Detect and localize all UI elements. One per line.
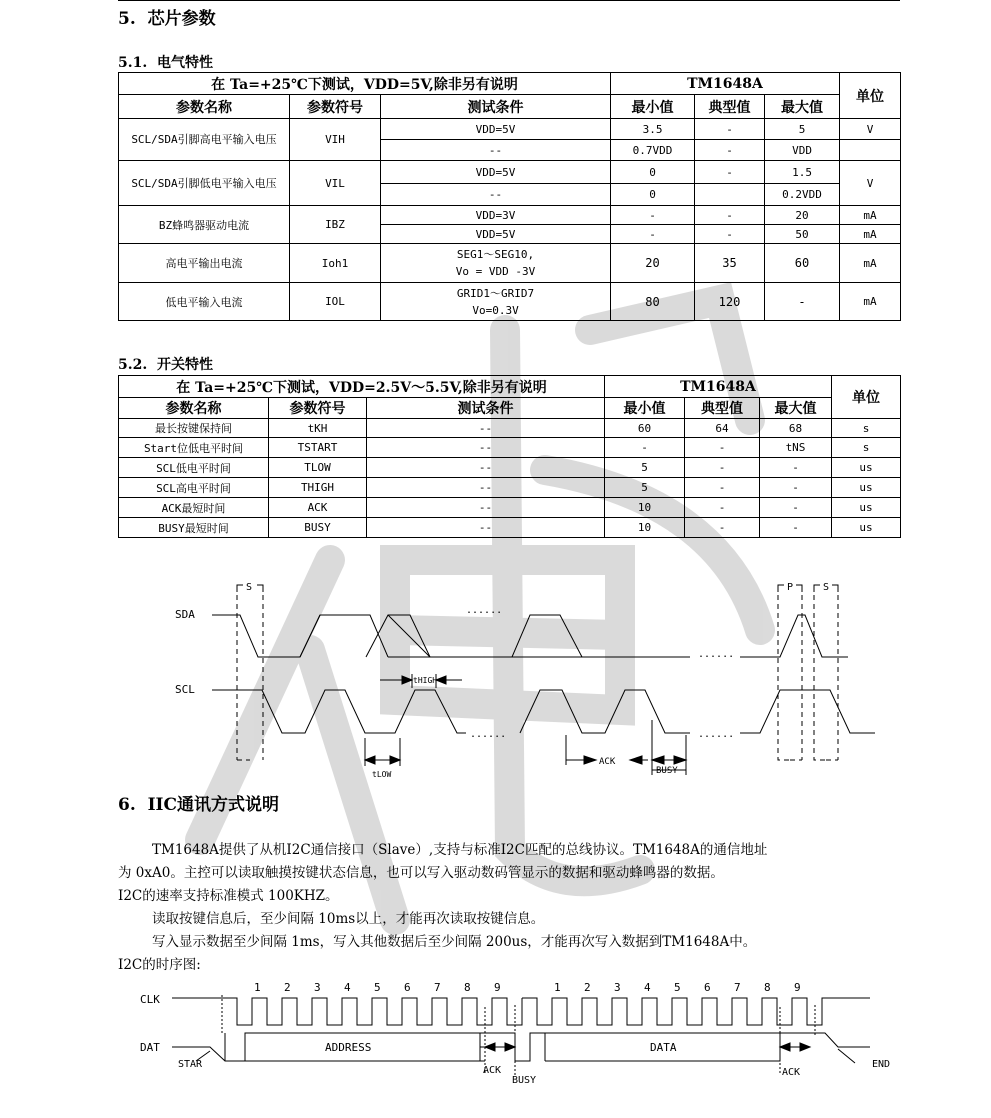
bit-label: 8 — [764, 981, 771, 994]
bit-label: 9 — [494, 981, 501, 994]
stop-start-brackets — [778, 585, 838, 760]
typ-cell: - — [685, 438, 760, 458]
cond-cell: VDD=5V — [381, 225, 611, 244]
scl-dots-2: ...... — [698, 729, 735, 740]
min-cell: - — [611, 225, 695, 244]
paragraph-line: I2C的速率支持标准模式 100KHZ。 — [118, 888, 339, 904]
max-cell: - — [760, 458, 832, 478]
typ-cell: - — [685, 458, 760, 478]
switching-characteristics-table — [118, 375, 901, 538]
unit-cell: mA — [840, 244, 901, 283]
cond-cell: -- — [367, 498, 605, 518]
typ-cell: - — [685, 478, 760, 498]
bit-label: 2 — [584, 981, 591, 994]
unit-cell — [840, 140, 901, 161]
min-cell: - — [611, 206, 695, 225]
param-cell: Start位低电平时间 — [119, 438, 269, 458]
table-row — [119, 458, 901, 478]
header-condition: 测试条件 — [381, 95, 611, 119]
table-condition: 在 Ta=+25℃下测试，VDD=2.5V～5.5V,除非另有说明 — [119, 376, 605, 398]
typ-cell: 120 — [695, 283, 765, 321]
symbol-cell: VIL — [290, 161, 381, 206]
cond-cell: -- — [367, 518, 605, 538]
max-cell: 0.2VDD — [765, 184, 840, 206]
unit-cell: us — [832, 518, 901, 538]
header-min: 最小值 — [605, 398, 685, 419]
ack-label-2: ACK — [782, 1067, 801, 1078]
symbol-cell: tKH — [269, 419, 367, 438]
min-cell: - — [605, 438, 685, 458]
min-cell: 20 — [611, 244, 695, 283]
header-param: 参数名称 — [119, 398, 269, 419]
clk-label: CLK — [140, 993, 160, 1006]
bit-label: 1 — [254, 981, 261, 994]
min-cell: 0.7VDD — [611, 140, 695, 161]
max-cell: 20 — [765, 206, 840, 225]
clk-waveform — [172, 998, 870, 1025]
table-condition: 在 Ta=+25℃下测试，VDD=5V,除非另有说明 — [119, 73, 611, 95]
address-label: ADDRESS — [325, 1041, 372, 1054]
tlow-label: tLOW — [372, 770, 392, 779]
unit-cell: mA — [840, 225, 901, 244]
unit-cell: s — [832, 419, 901, 438]
cond-line: Vo = VDD -3V — [455, 265, 536, 278]
cond-cell: VDD=3V — [381, 206, 611, 225]
bit-label: 7 — [734, 981, 741, 994]
bit-label: 5 — [374, 981, 381, 994]
table-row — [119, 419, 901, 438]
typ-cell: - — [685, 518, 760, 538]
sda-waveform — [212, 615, 848, 657]
table-row — [119, 438, 901, 458]
cond-cell: VDD=5V — [381, 119, 611, 140]
i2c-timing-diagram — [0, 975, 991, 1115]
param-cell: SCL低电平时间 — [119, 458, 269, 478]
dat-label: DAT — [140, 1041, 160, 1054]
symbol-cell: TSTART — [269, 438, 367, 458]
sda-scl-timing-diagram — [0, 570, 991, 785]
start-label: S — [246, 582, 253, 593]
min-cell: 0 — [611, 161, 695, 184]
header-condition: 测试条件 — [367, 398, 605, 419]
stop-label: P — [787, 582, 794, 593]
table-row — [119, 206, 901, 225]
unit-cell: us — [832, 478, 901, 498]
bit-label: 3 — [614, 981, 621, 994]
paragraph-line: 读取按键信息后，至少间隔 10ms以上，才能再次读取按键信息。 — [152, 911, 545, 927]
cond-cell: -- — [381, 140, 611, 161]
max-cell: VDD — [765, 140, 840, 161]
param-cell: BZ蜂鸣器驱动电流 — [119, 206, 290, 244]
unit-cell: mA — [840, 283, 901, 321]
min-cell: 5 — [605, 478, 685, 498]
table-row — [119, 283, 901, 321]
unit-cell: s — [832, 438, 901, 458]
cond-cell: -- — [367, 438, 605, 458]
bit-label: 2 — [284, 981, 291, 994]
typ-cell: - — [695, 119, 765, 140]
sda-label: SDA — [175, 608, 195, 621]
symbol-cell: IBZ — [290, 206, 381, 244]
typ-cell: 64 — [685, 419, 760, 438]
busy-label: BUSY — [656, 766, 678, 776]
table-row — [119, 119, 901, 140]
svg-text:天微电子: 天微电子 — [360, 1020, 364, 1021]
max-cell: - — [760, 478, 832, 498]
bit-label: 9 — [794, 981, 801, 994]
top-rule — [118, 0, 900, 1]
param-cell: BUSY最短时间 — [119, 518, 269, 538]
cond-line: SEG1～SEG10, — [456, 248, 535, 261]
sda-dots: ...... — [466, 605, 503, 616]
bit-label: 4 — [644, 981, 651, 994]
cond-cell — [381, 244, 611, 283]
min-cell: 5 — [605, 458, 685, 478]
param-cell: 最长按键保持间 — [119, 419, 269, 438]
paragraph-line: TM1648A提供了从机I2C通信接口（Slave）,支持与标准I2C匹配的总线协议。TM1648A的通信地址 — [152, 842, 768, 858]
header-typ: 典型值 — [695, 95, 765, 119]
param-cell: 低电平输入电流 — [119, 283, 290, 321]
symbol-cell: Ioh1 — [290, 244, 381, 283]
table-row — [119, 478, 901, 498]
header-symbol: 参数符号 — [269, 398, 367, 419]
header-param: 参数名称 — [119, 95, 290, 119]
unit-cell: mA — [840, 206, 901, 225]
min-cell: 0 — [611, 184, 695, 206]
symbol-cell: BUSY — [269, 518, 367, 538]
typ-cell: - — [685, 498, 760, 518]
symbol-cell: TLOW — [269, 458, 367, 478]
min-cell: 10 — [605, 518, 685, 538]
section-5-heading: 5. 芯片参数 — [118, 9, 216, 29]
param-cell: SCL/SDA引脚低电平输入电压 — [119, 161, 290, 206]
paragraph-line: 写入显示数据至少间隔 1ms，写入其他数据后至少间隔 200us，才能再次写入数据到TM1648A中。 — [152, 934, 757, 950]
header-max: 最大值 — [760, 398, 832, 419]
min-cell: 60 — [605, 419, 685, 438]
max-cell: 68 — [760, 419, 832, 438]
max-cell: - — [760, 518, 832, 538]
thigh-label: tHIGH — [413, 676, 438, 685]
min-cell: 10 — [605, 498, 685, 518]
typ-cell: - — [695, 225, 765, 244]
dat-waveform — [172, 1033, 870, 1061]
section-5-2-heading: 5.2. 开关特性 — [118, 357, 213, 373]
busy-label: BUSY — [512, 1075, 537, 1086]
symbol-cell: IOL — [290, 283, 381, 321]
data-label: DATA — [650, 1041, 677, 1054]
paragraph-line: 为 0xA0。主控可以读取触摸按键状态信息，也可以写入驱动数码管显示的数据和驱动蜂鸣器的数据。 — [118, 865, 724, 881]
symbol-cell: ACK — [269, 498, 367, 518]
ack-label: ACK — [483, 1065, 502, 1076]
tlow-marker — [365, 738, 400, 766]
typ-cell: - — [695, 206, 765, 225]
header-symbol: 参数符号 — [290, 95, 381, 119]
scl-waveform — [212, 690, 875, 733]
table-row — [119, 161, 901, 184]
cond-line: Vo=0.3V — [472, 303, 519, 317]
cond-line: GRID1～GRID7 — [456, 286, 535, 300]
table-row — [119, 498, 901, 518]
table-row — [119, 518, 901, 538]
unit-header: 单位 — [832, 376, 901, 419]
param-cell: SCL高电平时间 — [119, 478, 269, 498]
section-6-heading: 6. IIC通讯方式说明 — [118, 795, 280, 815]
bit-label: 7 — [434, 981, 441, 994]
cond-cell: -- — [367, 458, 605, 478]
restart-label: S — [823, 582, 830, 593]
max-cell: tNS — [760, 438, 832, 458]
max-cell: 60 — [765, 244, 840, 283]
start-label: STAR — [178, 1059, 203, 1070]
header-max: 最大值 — [765, 95, 840, 119]
bit-label: 3 — [314, 981, 321, 994]
symbol-cell: THIGH — [269, 478, 367, 498]
param-cell: 高电平输出电流 — [119, 244, 290, 283]
unit-cell: V — [840, 119, 901, 140]
start-bracket — [237, 585, 263, 760]
scl-dots: ...... — [470, 729, 507, 740]
header-typ: 典型值 — [685, 398, 760, 419]
typ-cell — [695, 184, 765, 206]
cond-cell: -- — [367, 419, 605, 438]
param-cell: SCL/SDA引脚高电平输入电压 — [119, 119, 290, 161]
max-cell: 5 — [765, 119, 840, 140]
chip-name: TM1648A — [611, 73, 840, 95]
unit-cell: us — [832, 458, 901, 478]
cond-cell: VDD=5V — [381, 161, 611, 184]
header-min: 最小值 — [611, 95, 695, 119]
bit-label: 4 — [344, 981, 351, 994]
end-label: END — [872, 1059, 891, 1070]
bit-number-labels — [254, 981, 801, 994]
section-5-1-heading: 5.1. 电气特性 — [118, 55, 213, 71]
max-cell: - — [760, 498, 832, 518]
bit-label: 6 — [704, 981, 711, 994]
bit-label: 8 — [464, 981, 471, 994]
electrical-characteristics-table — [118, 72, 901, 321]
typ-cell: - — [695, 140, 765, 161]
table-row — [119, 244, 901, 283]
paragraph-line: I2C的时序图: — [118, 957, 201, 973]
bit-label: 6 — [404, 981, 411, 994]
bit-label: 1 — [554, 981, 561, 994]
unit-header: 单位 — [840, 73, 901, 119]
typ-cell: 35 — [695, 244, 765, 283]
symbol-cell: VIH — [290, 119, 381, 161]
cond-cell: -- — [367, 478, 605, 498]
max-cell: - — [765, 283, 840, 321]
unit-cell: V — [840, 161, 901, 206]
scl-label: SCL — [175, 683, 195, 696]
min-cell: 3.5 — [611, 119, 695, 140]
typ-cell: - — [695, 161, 765, 184]
max-cell: 1.5 — [765, 161, 840, 184]
ack-label: ACK — [599, 757, 616, 767]
cond-cell — [381, 283, 611, 321]
min-cell: 80 — [611, 283, 695, 321]
param-cell: ACK最短时间 — [119, 498, 269, 518]
sda-dots-2: ...... — [698, 649, 735, 660]
cond-cell: -- — [381, 184, 611, 206]
max-cell: 50 — [765, 225, 840, 244]
unit-cell: us — [832, 498, 901, 518]
bit-label: 5 — [674, 981, 681, 994]
chip-name: TM1648A — [605, 376, 832, 398]
